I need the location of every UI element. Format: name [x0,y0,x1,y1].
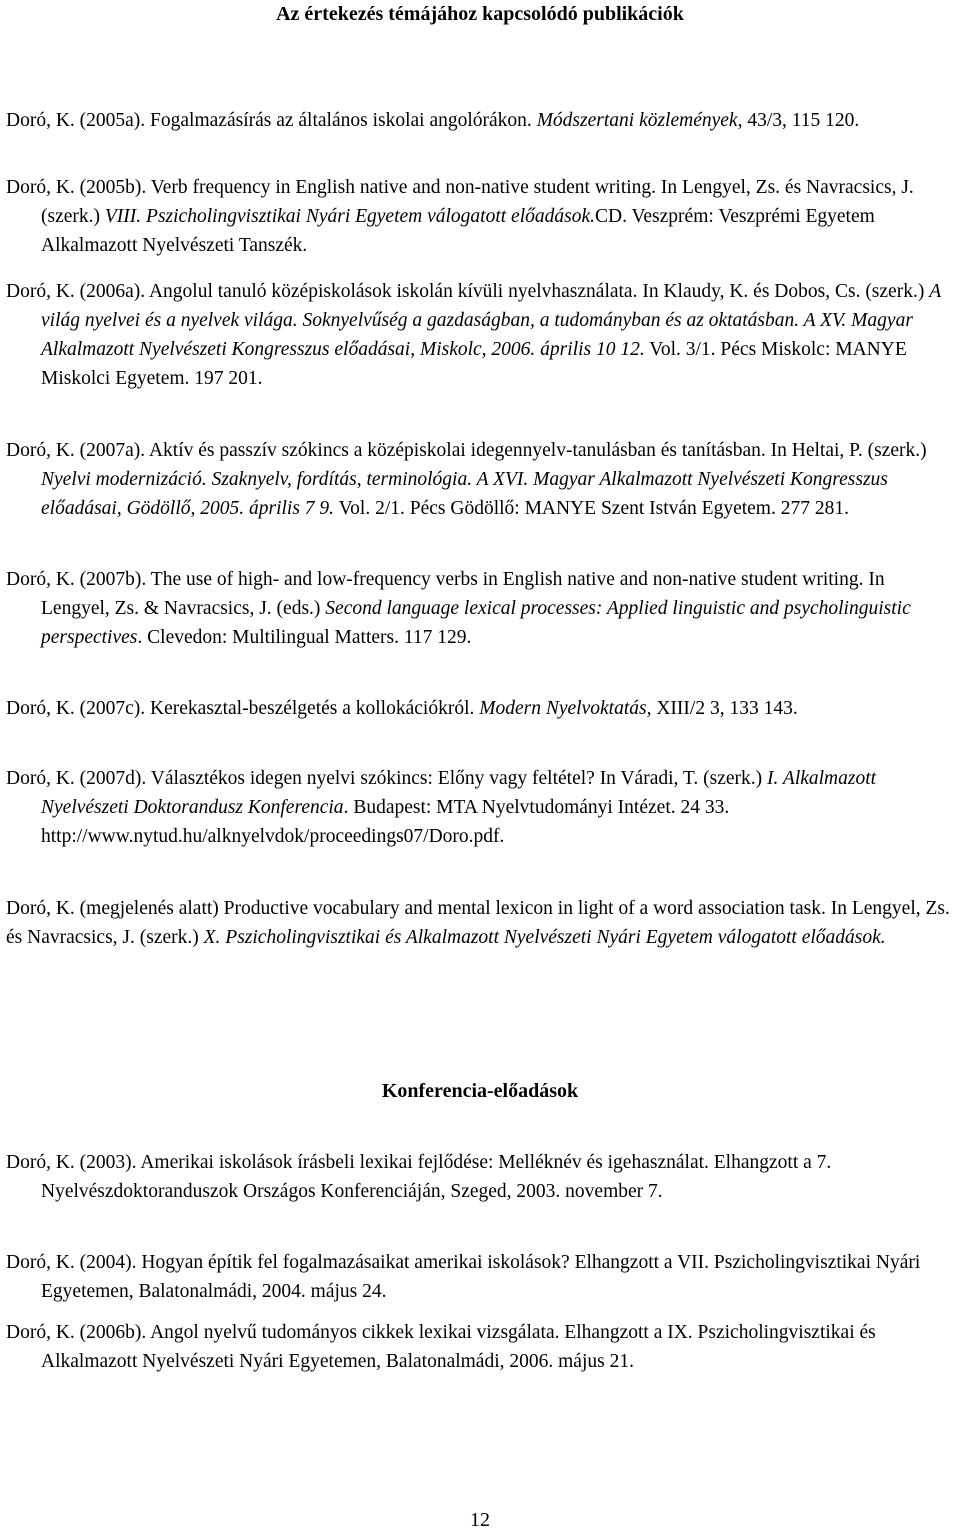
entry-text: XIII/2 3, 133 143. [651,698,798,719]
conference-entry [6,1318,950,1376]
entry-text: Doró, K. (2007a). Aktív és passzív szókincs a középiskolai idegennyelv-tanulásban és tanításban. In Heltai, P. (szerk.) [6,440,927,461]
conference-entry [6,1248,950,1306]
entry-text: Doró, K. (2004). Hogyan építik fel fogalmazásaikat amerikai iskolások? Elhangzott a VII. Pszicholingvisztikai Nyári Egyetemen, Balatonalmádi, 2004. május 24. [6,1252,921,1302]
publication-entry [6,694,950,723]
entry-text: Doró, K. (2005b). Verb frequency in English native and non-native student writing. In Lengyel, Zs. és Navracsics, J. (szerk.) [6,177,914,227]
publication-entry [6,764,950,851]
entry-text: . Budapest: MTA Nyelvtudományi Intézet. 24 33. http://www.nytud.hu/alknyelvdok/proceedings07/Doro.pdf. [41,797,730,847]
publication-entry [6,173,950,260]
publication-entry [6,436,950,523]
entry-text: Vol. 2/1. Pécs Gödöllő: MANYE Szent István Egyetem. 277 281. [334,498,849,519]
publication-entry [6,894,950,952]
entry-text: Doró, K. (megjelenés alatt) Productive vocabulary and mental lexicon in light of a word association task. In Lengyel, Zs. és Navracsics, J. (szerk.) [6,898,950,948]
entry-text: Doró, K. (2007c). Kerekasztal-beszélgetés a kollokációkról. [6,698,480,719]
page-number: 12 [470,1509,490,1531]
entry-text: Doró, K. (2006b). Angol nyelvű tudományos cikkek lexikai vizsgálata. Elhangzott a IX. Pszicholingvisztikai és Alkalmazott Nyelvészeti Nyári Egyetemen, Balatonalmádi, 2006. május 21. [6,1322,876,1372]
entry-italic-text: I. Alkalmazott Nyelvészeti Doktorandusz Konferencia [41,768,877,818]
entry-italic-text: X. Pszicholingvisztikai és Alkalmazott Nyelvészeti Nyári Egyetem válogatott előadások. [203,927,886,948]
conference-entry [6,1148,950,1206]
entry-text: Doró, K. (2005a). Fogalmazásírás az általános iskolai angolórákon. [6,110,537,131]
entry-text: Doró, K. (2007b). The use of high- and low-frequency verbs in English native and non-native student writing. In Lengyel, Zs. & Navracsics, J. (eds.) [6,569,885,619]
section-heading-publications: Az értekezés témájához kapcsolódó publikációk [276,3,684,25]
entry-italic-text: Modern Nyelvoktatás, [479,698,652,719]
entry-text: . Clevedon: Multilingual Matters. 117 129. [137,627,472,648]
entry-italic-text: Nyelvi modernizáció. Szaknyelv, fordítás, terminológia. A XVI. Magyar Alkalmazott Nyelvészeti Kongresszus előadásai, Gödöllő, 2005. április 7 9. [41,469,888,519]
publication-entry [6,277,950,393]
entry-text: Doró, K. (2003). Amerikai iskolások írásbeli lexikai fejlődése: Melléknév és igehasználat. Elhangzott a 7. Nyelvészdoktoranduszok Országos Konferenciáján, Szeged, 2003. november 7. [6,1152,832,1202]
entry-italic-text: Módszertani közlemények [536,110,738,131]
entry-text: Vol. 3/1. Pécs Miskolc: MANYE Miskolci Egyetem. 197 201. [41,339,907,389]
entry-text: Doró, K. (2006a). Angolul tanuló középiskolások iskolán kívüli nyelvhasználata. In Klaudy, K. és Dobos, Cs. (szerk.) [6,281,930,302]
entry-text: CD. Veszprém: Veszprémi Egyetem Alkalmazott Nyelvészeti Tanszék. [41,206,875,256]
entry-text: Doró, K. (2007d). Választékos idegen nyelvi szókincs: Előny vagy feltétel? In Váradi, T. (szerk.) [6,768,768,789]
entry-italic-text: Second language lexical processes: Applied linguistic and psycholinguistic perspectives [41,598,911,648]
entry-text: , 43/3, 115 120. [737,110,860,131]
publication-entry [6,565,950,652]
entry-italic-text: A világ nyelvei és a nyelvek világa. Soknyelvűség a gazdaságban, a tudományban és az oktatásban. A XV. Magyar Alkalmazott Nyelvészeti Kongresszus előadásai, Miskolc, 2006. április 10 12. [41,281,941,360]
entry-italic-text: VIII. Pszicholingvisztikai Nyári Egyetem válogatott előadások. [104,206,595,227]
section-heading-conferences: Konferencia-előadások [381,1080,579,1102]
publication-entry [6,106,950,135]
